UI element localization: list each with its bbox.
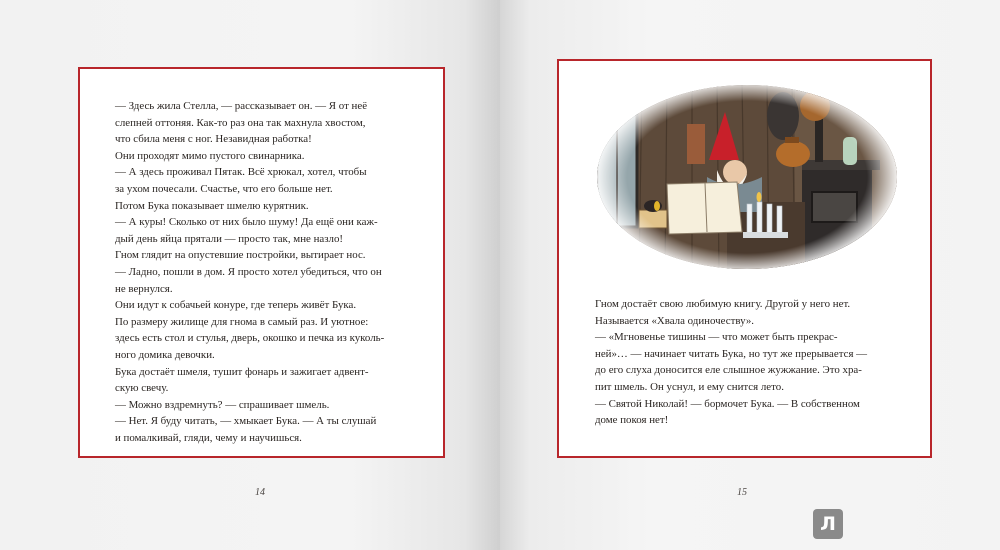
text-line: Бука достаёт шмеля, тушит фонарь и зажигает адвент- — [115, 365, 369, 378]
page-number-left: 14 — [255, 487, 265, 498]
text-line: до его слуха доносится еле слышное жужжание. Это хра- — [595, 364, 862, 377]
right-page-text — [595, 296, 896, 429]
text-line: — Нет. Я буду читать, — хмыкает Бука. — А ты слушай — [115, 415, 377, 428]
text-line: — Ладно, пошли в дом. Я просто хотел убедиться, что он — [115, 265, 382, 278]
text-line: пит шмель. Он уснул, и ему снится лето. — [595, 380, 784, 393]
text-line: и помалкивай, гляди, чему и научишься. — [115, 431, 302, 444]
text-line: не вернулся. — [115, 282, 173, 295]
text-line: здесь есть стол и стулья, дверь, окошко и печка из куколь- — [115, 332, 385, 345]
text-line: что сбила меня с ног. Незавидная работка! — [115, 133, 312, 146]
text-line: ного домика девочки. — [115, 348, 215, 361]
text-line: Они идут к собачьей конуре, где теперь живёт Бука. — [115, 299, 357, 312]
text-line: доме покоя нет! — [595, 414, 669, 427]
text-line: Называется «Хвала одиночеству». — [595, 314, 754, 327]
left-page-text — [115, 98, 411, 446]
text-line: Они проходят мимо пустого свинарника. — [115, 149, 305, 162]
text-line: ней»… — начинает читать Бука, но тут же прерывается — — [595, 347, 868, 360]
text-line: Гном достаёт свою любимую книгу. Другой у него нет. — [595, 298, 851, 310]
text-line: — А куры! Сколько от них было шуму! Да ещё они каж- — [115, 216, 378, 229]
text-line: скую свечу. — [115, 382, 169, 395]
store-logo-icon: Л — [813, 509, 843, 539]
text-line: — Святой Николай! — бормочет Бука. — В собственном — [595, 397, 860, 410]
text-line: слепней оттоняя. Как-то раз она так махнула хвостом, — [115, 116, 366, 129]
text-line: Гном глядит на опустевшие постройки, вытирает нос. — [115, 249, 366, 262]
text-line: Потом Бука показывает шмелю курятник. — [115, 199, 309, 212]
page-number-right: 15 — [737, 487, 747, 498]
text-line: — А здесь проживал Пятак. Всё хрюкал, хотел, чтобы — [115, 166, 367, 179]
text-line: По размеру жилище для гнома в самый раз. И уютное: — [115, 315, 369, 328]
gnome-reading-illustration — [597, 82, 897, 272]
text-line: — Можно вздремнуть? — спрашивает шмель. — [115, 398, 330, 411]
text-line: — «Мгновенье тишины — что может быть прекрас- — [595, 331, 838, 344]
text-line: за ухом почесали. Счастье, что его больше нет. — [115, 182, 333, 195]
text-line: — Здесь жила Стелла, — рассказывает он. — Я от неё — [115, 100, 368, 112]
text-line: дый день яйца прятали — просто так, мне назло! — [115, 232, 344, 245]
